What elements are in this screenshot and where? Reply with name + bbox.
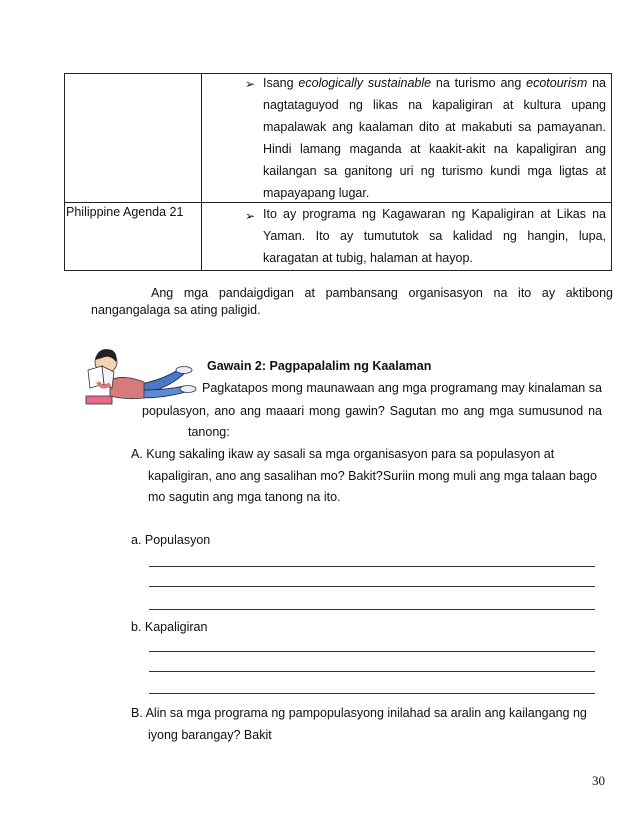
table-left-border [64,73,65,271]
row2-line-2: Yaman. Ito ay tumututok sa kalidad ng hangin, lupa, [263,229,606,243]
activity-line-3: tanong: [188,425,230,439]
table-right-border [611,73,612,271]
arrowhead-bullet-icon: ➢ [245,77,256,91]
row1-line-6: mapayapang lugar. [263,186,370,200]
activity-title: Gawain 2: Pagpapalalim ng Kaalaman [207,359,432,373]
row2-line-1: Ito ay programa ng Kagawaran ng Kapaligiran at Likas na [263,207,606,221]
question-a-line-2: kapaligiran, ano ang sasalihan mo? Bakit?Suriin mong muli ang mga talaan bago [148,469,597,483]
answer-line[interactable] [149,651,595,652]
question-a-line-3: mo sagutin ang mga tanong na ito. [148,490,341,504]
intro-line-1: Ang mga pandaigdigan at pambansang organisasyon na ito ay aktibong [151,286,613,300]
row1-line-2: nagtataguyod ng likas na kapaligiran at kultura upang [263,98,606,112]
row1-line-4: Hindi lamang maganda at kaakit-akit na kapaligiran ang [263,142,606,156]
row1-text [263,72,606,204]
activity-line-1: Pagkatapos mong maunawaan ang mga programang may kinalaman sa [202,381,602,395]
row1-line-1: Isang ecologically sustainable na turismo ang ecotourism na [263,76,606,90]
row2-text [263,203,606,269]
page-number: 30 [592,773,605,788]
row1-line-5: kailangan sa ganitong uri ng turismo kundi mga ligtas at [263,164,606,178]
question-b-line-1: B. Alin sa mga programa ng pampopulasyong inilahad sa aralin ang kailangang ng [131,706,587,720]
table-column-divider [201,73,202,271]
table-bottom-border [64,270,612,271]
question-b-line-2: iyong barangay? Bakit [148,728,272,742]
question-a-line-1: A. Kung sakaling ikaw ay sasali sa mga organisasyon para sa populasyon at [131,447,555,461]
boy-reading-book-icon [80,340,200,408]
intro-line-2: nangangalaga sa ating paligid. [91,303,261,317]
arrowhead-bullet-icon: ➢ [245,209,256,223]
answer-line[interactable] [149,586,595,587]
item-populasyon: a. Populasyon [131,533,211,547]
item-kapaligiran: b. Kapaligiran [131,620,208,634]
activity-line-2: populasyon, ano ang maaari mong gawin? Sagutan mo ang mga sumusunod na [142,404,602,418]
answer-line[interactable] [149,566,595,567]
answer-line[interactable] [149,693,595,694]
answer-line[interactable] [149,609,595,610]
row1-line-3: mapalawak ang kaalaman dito at makabuti sa pamayanan. [263,120,606,134]
row2-line-3: karagatan at tubig, halaman at hayop. [263,251,473,265]
answer-line[interactable] [149,671,595,672]
row2-label: Philippine Agenda 21 [66,205,184,219]
